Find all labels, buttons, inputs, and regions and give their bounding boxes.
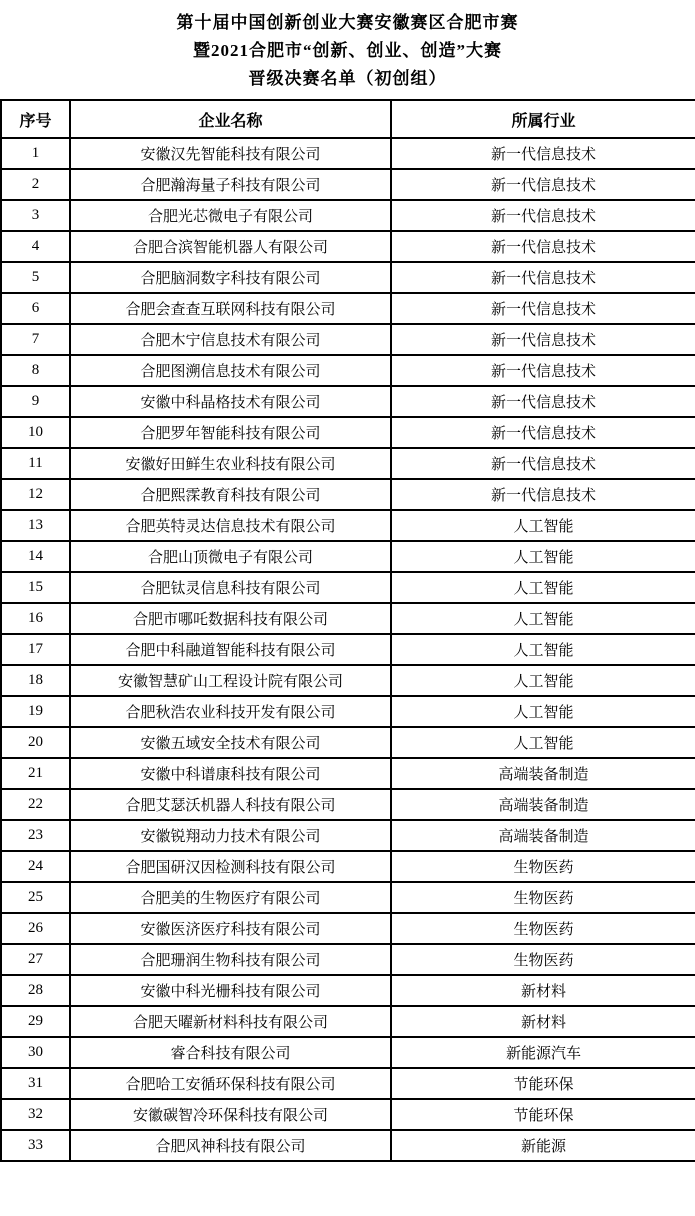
table-row [1,820,695,851]
cell-industry: 新能源汽车 [391,1037,695,1068]
table-body [1,138,695,1161]
cell-serial-number: 26 [1,913,70,944]
header-company-name: 企业名称 [70,100,391,138]
cell-industry: 新材料 [391,1006,695,1037]
cell-company-name: 合肥脑洞数字科技有限公司 [70,262,391,293]
cell-industry: 生物医药 [391,882,695,913]
cell-industry: 生物医药 [391,944,695,975]
table-header [1,100,695,138]
cell-serial-number: 20 [1,727,70,758]
cell-serial-number: 16 [1,603,70,634]
table-row [1,727,695,758]
cell-serial-number: 11 [1,448,70,479]
table-row [1,1099,695,1130]
cell-industry: 生物医药 [391,913,695,944]
table-row [1,417,695,448]
table-row [1,386,695,417]
table-row [1,293,695,324]
cell-industry: 新一代信息技术 [391,138,695,169]
cell-company-name: 安徽锐翔动力技术有限公司 [70,820,391,851]
cell-company-name: 合肥会查查互联网科技有限公司 [70,293,391,324]
title-line-3: 晋级决赛名单（初创组） [248,69,447,88]
cell-serial-number: 4 [1,231,70,262]
table-row [1,138,695,169]
cell-industry: 生物医药 [391,851,695,882]
cell-company-name: 合肥光芯微电子有限公司 [70,200,391,231]
cell-industry: 人工智能 [391,603,695,634]
cell-serial-number: 10 [1,417,70,448]
cell-company-name: 合肥图溯信息技术有限公司 [70,355,391,386]
cell-industry: 人工智能 [391,727,695,758]
cell-serial-number: 8 [1,355,70,386]
table-row [1,1006,695,1037]
table-row [1,944,695,975]
cell-serial-number: 29 [1,1006,70,1037]
table-row [1,1130,695,1161]
cell-industry: 新一代信息技术 [391,169,695,200]
header-serial-number: 序号 [1,100,70,138]
cell-serial-number: 27 [1,944,70,975]
cell-industry: 节能环保 [391,1068,695,1099]
header-row [1,100,695,138]
cell-serial-number: 32 [1,1099,70,1130]
cell-company-name: 合肥钛灵信息科技有限公司 [70,572,391,603]
table-row [1,572,695,603]
cell-serial-number: 25 [1,882,70,913]
table-row [1,758,695,789]
cell-industry: 新一代信息技术 [391,386,695,417]
table-row [1,882,695,913]
cell-company-name: 合肥瀚海量子科技有限公司 [70,169,391,200]
table-row [1,913,695,944]
cell-industry: 新一代信息技术 [391,293,695,324]
cell-company-name: 合肥熙霂教育科技有限公司 [70,479,391,510]
cell-serial-number: 3 [1,200,70,231]
cell-serial-number: 14 [1,541,70,572]
cell-serial-number: 18 [1,665,70,696]
cell-industry: 新材料 [391,975,695,1006]
cell-serial-number: 1 [1,138,70,169]
table-row [1,479,695,510]
header-industry: 所属行业 [391,100,695,138]
cell-serial-number: 17 [1,634,70,665]
cell-industry: 新一代信息技术 [391,231,695,262]
cell-serial-number: 6 [1,293,70,324]
cell-company-name: 合肥市哪吒数据科技有限公司 [70,603,391,634]
cell-industry: 高端装备制造 [391,820,695,851]
cell-company-name: 安徽中科谱康科技有限公司 [70,758,391,789]
table-row [1,169,695,200]
title-line-2: 暨2021合肥市“创新、创业、创造”大赛 [193,41,502,60]
cell-serial-number: 7 [1,324,70,355]
finalists-table [0,99,695,1162]
cell-industry: 新能源 [391,1130,695,1161]
cell-serial-number: 15 [1,572,70,603]
cell-industry: 新一代信息技术 [391,448,695,479]
cell-company-name: 安徽五域安全技术有限公司 [70,727,391,758]
table-row [1,975,695,1006]
cell-company-name: 安徽中科光栅科技有限公司 [70,975,391,1006]
cell-company-name: 安徽医济医疗科技有限公司 [70,913,391,944]
cell-industry: 人工智能 [391,541,695,572]
cell-company-name: 合肥英特灵达信息技术有限公司 [70,510,391,541]
cell-industry: 新一代信息技术 [391,479,695,510]
cell-industry: 人工智能 [391,510,695,541]
cell-serial-number: 31 [1,1068,70,1099]
cell-serial-number: 30 [1,1037,70,1068]
cell-industry: 高端装备制造 [391,789,695,820]
cell-company-name: 安徽好田鲜生农业科技有限公司 [70,448,391,479]
cell-company-name: 合肥秋浩农业科技开发有限公司 [70,696,391,727]
cell-industry: 人工智能 [391,572,695,603]
cell-serial-number: 2 [1,169,70,200]
table-row [1,510,695,541]
table-row [1,1068,695,1099]
cell-company-name: 合肥风神科技有限公司 [70,1130,391,1161]
cell-serial-number: 23 [1,820,70,851]
cell-company-name: 合肥哈工安循环保科技有限公司 [70,1068,391,1099]
table-row [1,200,695,231]
cell-industry: 新一代信息技术 [391,200,695,231]
table-row [1,789,695,820]
cell-company-name: 合肥木宁信息技术有限公司 [70,324,391,355]
cell-company-name: 合肥天曜新材料科技有限公司 [70,1006,391,1037]
cell-industry: 新一代信息技术 [391,324,695,355]
cell-company-name: 睿合科技有限公司 [70,1037,391,1068]
table-row [1,603,695,634]
cell-serial-number: 19 [1,696,70,727]
cell-serial-number: 21 [1,758,70,789]
cell-serial-number: 24 [1,851,70,882]
cell-company-name: 合肥国研汉因检测科技有限公司 [70,851,391,882]
table-row [1,665,695,696]
title-line-1: 第十届中国创新创业大赛安徽赛区合肥市赛 [176,13,519,32]
cell-serial-number: 28 [1,975,70,1006]
document-title [0,0,695,93]
cell-industry: 高端装备制造 [391,758,695,789]
table-row [1,851,695,882]
table-row [1,634,695,665]
cell-company-name: 合肥艾瑟沃机器人科技有限公司 [70,789,391,820]
table-row [1,541,695,572]
cell-company-name: 安徽中科晶格技术有限公司 [70,386,391,417]
cell-industry: 新一代信息技术 [391,417,695,448]
cell-serial-number: 9 [1,386,70,417]
cell-industry: 新一代信息技术 [391,262,695,293]
cell-company-name: 合肥珊润生物科技有限公司 [70,944,391,975]
table-row [1,696,695,727]
cell-industry: 节能环保 [391,1099,695,1130]
cell-industry: 人工智能 [391,696,695,727]
table-row [1,355,695,386]
cell-serial-number: 5 [1,262,70,293]
table-row [1,448,695,479]
cell-company-name: 合肥山顶微电子有限公司 [70,541,391,572]
cell-company-name: 合肥中科融道智能科技有限公司 [70,634,391,665]
cell-industry: 人工智能 [391,665,695,696]
cell-company-name: 合肥合滨智能机器人有限公司 [70,231,391,262]
table-row [1,1037,695,1068]
cell-industry: 新一代信息技术 [391,355,695,386]
cell-company-name: 合肥罗年智能科技有限公司 [70,417,391,448]
cell-serial-number: 12 [1,479,70,510]
cell-serial-number: 22 [1,789,70,820]
cell-serial-number: 33 [1,1130,70,1161]
cell-serial-number: 13 [1,510,70,541]
table-row [1,324,695,355]
cell-company-name: 合肥美的生物医疗有限公司 [70,882,391,913]
table-row [1,262,695,293]
table-row [1,231,695,262]
cell-company-name: 安徽汉先智能科技有限公司 [70,138,391,169]
cell-company-name: 安徽碳智冷环保科技有限公司 [70,1099,391,1130]
cell-company-name: 安徽智慧矿山工程设计院有限公司 [70,665,391,696]
cell-industry: 人工智能 [391,634,695,665]
